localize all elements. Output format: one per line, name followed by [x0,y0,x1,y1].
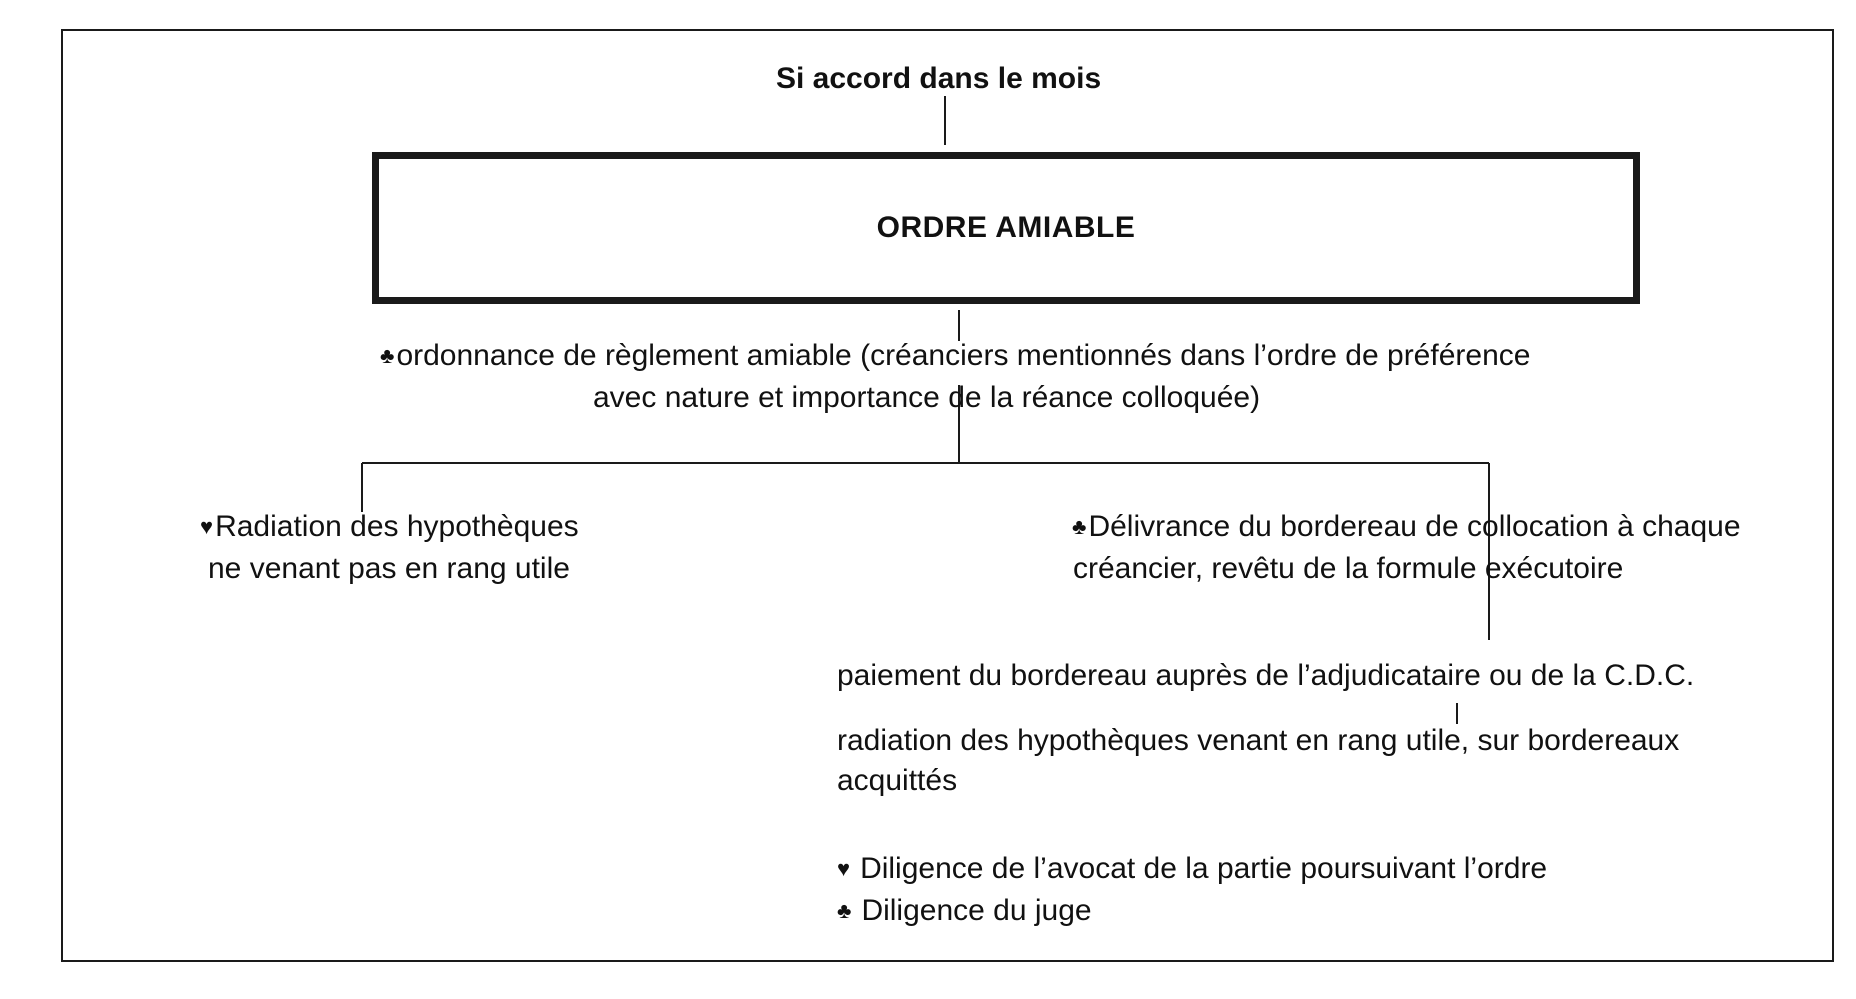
right-branch-line1 [1072,506,1741,548]
paiement-text: paiement du bordereau auprès de l’adjudicataire ou de la C.D.C. [837,659,1695,692]
ordonnance-text-line1 [380,335,1530,377]
top-label: Si accord dans le mois [776,62,1102,95]
left-branch-text1: Radiation des hypothèques [215,510,579,543]
legend-item-heart [837,848,1547,890]
radiation-utile-line1: radiation des hypothèques venant en rang utile, sur bordereaux [837,724,1680,757]
club-icon: ♣ [837,898,852,923]
ordre-amiable-box [372,152,1640,304]
legend-heart-text: Diligence de l’avocat de la partie poursuivant l’ordre [860,852,1548,885]
left-branch-line2: ne venant pas en rang utile [208,552,570,585]
heart-icon: ♥ [200,514,214,539]
ordre-amiable-label: ORDRE AMIABLE [876,211,1136,244]
club-icon: ♣ [1072,514,1087,539]
radiation-utile-line2: acquittés [837,764,958,797]
heart-icon: ♥ [837,856,851,881]
legend-club-text: Diligence du juge [861,894,1092,927]
right-branch-line2: créancier, revêtu de la formule exécutoire [1073,552,1624,585]
club-icon: ♣ [380,343,395,368]
ordonnance-text-line2: avec nature et importance de la réance colloquée) [593,381,1261,414]
legend-item-club [837,890,1092,932]
right-branch-text1: Délivrance du bordereau de collocation à chaque [1088,510,1741,543]
ordonnance-line1: ordonnance de règlement amiable (créanciers mentionnés dans l’ordre de préférence [396,339,1531,372]
left-branch-line1 [200,506,579,548]
